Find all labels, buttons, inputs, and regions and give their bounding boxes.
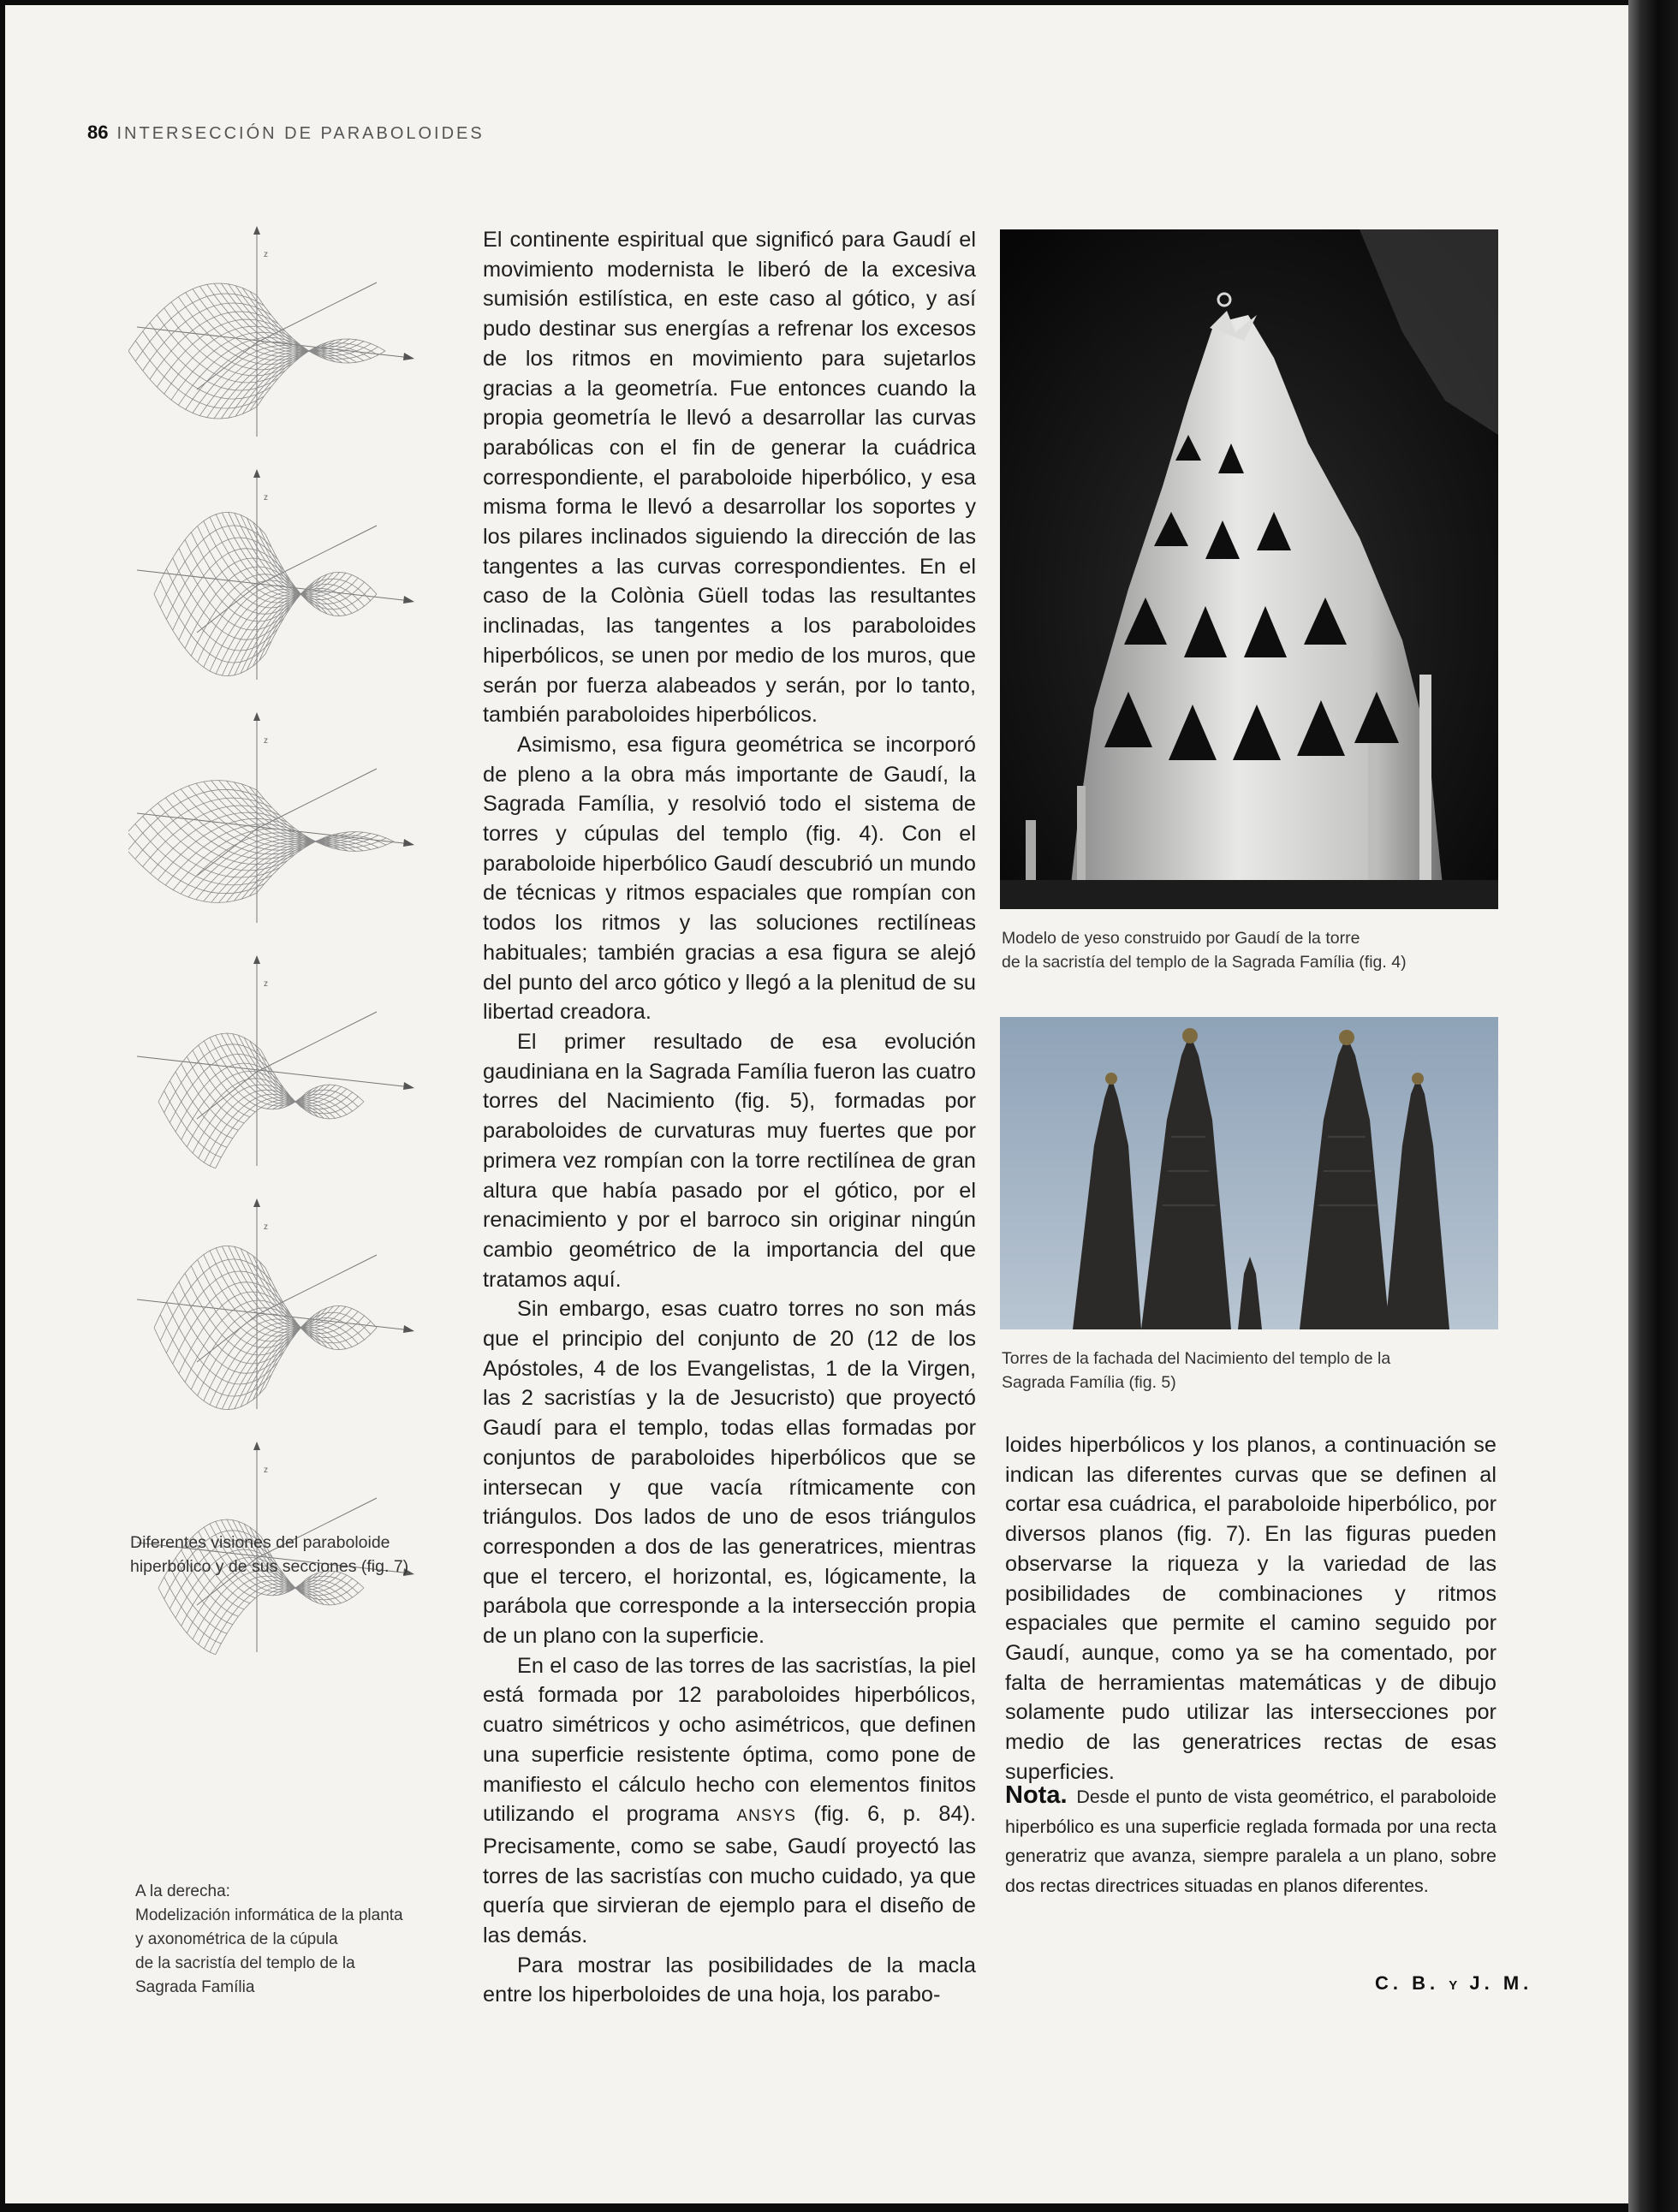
fig5-caption: [1002, 1347, 1507, 1394]
caption-line: A la derecha:: [135, 1882, 230, 1900]
paraboloid-view: [128, 709, 437, 927]
paraboloid-view: [128, 466, 437, 684]
software-name: ANSYS: [736, 1807, 796, 1826]
caption-line: de la sacristía del templo de la: [135, 1954, 355, 1972]
scan-border-top: [0, 0, 1678, 5]
paragraph: [483, 1651, 976, 1951]
book-spine-shadow: [1628, 0, 1678, 2212]
paraboloid-view: [128, 1195, 437, 1413]
right-model-caption: [135, 1880, 443, 2000]
author-initials: C. B.: [1375, 1972, 1440, 1994]
svg-text:z: z: [264, 1222, 268, 1232]
plaster-model-photo: [1000, 229, 1498, 909]
caption-line: Torres de la fachada del Nacimiento del templo de la: [1002, 1349, 1391, 1368]
note-block: [1005, 1781, 1497, 1900]
fig7-caption: Diferentes visiones del paraboloide hiperbólico y de sus secciones (fig. 7): [130, 1533, 409, 1576]
caption-line: Sagrada Família: [135, 1978, 255, 1996]
paragraph-text: En el caso de las torres de las sacristías, la piel está formada por 12 paraboloides hiperbólicos, cuatro simétricos y ocho asimétricos, que definen una superficie resistente óptima, como pone de manifiesto el cálculo hecho con elementos finitos utilizando el programa: [483, 1653, 976, 1827]
author-signature: [1375, 1972, 1532, 1995]
plaster-model-image: [1000, 229, 1498, 909]
paragraph: Asimismo, esa figura geométrica se incorporó de pleno a la obra más importante de Gaudí, la Sagrada Família, y resolvió todo el sistema de torres y cúpulas del templo (fig. 4). Con el paraboloide hiperbólico Gaudí descubrió un mundo de técnicas y ritmos espaciales que rompían con todos los ritmos y las soluciones rectilíneas habituales; también gracias a esa figura se alejó del punto del arco gótico y llegó a la plenitud de su libertad creadora.: [483, 732, 976, 1025]
running-head: [87, 122, 485, 144]
svg-text:z: z: [264, 493, 268, 502]
paragraph: El primer resultado de esa evolución gaudiniana en la Sagrada Família fueron las cuatro torres del Nacimiento (fig. 5), formadas por paraboloides de curvaturas muy fuertes que por primera vez rompían con la torre rectilínea de gran altura que había pasado por el gótico, por el renacimiento y por el barroco sin originar ningún cambio geométrico de la importancia del que tratamos aquí.: [483, 1029, 976, 1292]
scan-border-bottom: [0, 2203, 1678, 2212]
svg-text:z: z: [264, 979, 268, 989]
caption-line: de la sacristía del templo de la Sagrada Família (fig. 4): [1002, 953, 1407, 972]
paragraph: Para mostrar las posibilidades de la macla entre los hiperboloides de una hoja, los parabo-: [483, 1953, 976, 2007]
paragraph: El continente espiritual que significó para Gaudí el movimiento modernista le liberó de la excesiva sumisión estilística, en este caso al gótico, y así pudo destinar sus energías a refrenar los excesos de los ritmos en movimiento para sujetarlos gracias a la geometría. Fue entonces cuando la propia geometría le llevó a desarrollar las curvas parabólicas con el fin de generar la cuádrica correspondiente, el paraboloide hiperbólico, y esa misma forma le llevó a desarrollar los soportes y los pilares inclinados siguiendo la dirección de las tangentes a las curvas correspondientes. En el caso de la Colònia Güell todas las resultantes inclinadas, las tangentes a los paraboloides hiperbólicos, se unen por medio de los muros, que serán por fuerza alabeados y serán, por lo tanto, también paraboloides hiperbólicos.: [483, 228, 976, 728]
body-text-column: [483, 225, 976, 2010]
nativity-towers-image: [1000, 1017, 1498, 1329]
fig7-figure-stack: [128, 223, 437, 1681]
paragraph-text: (fig. 6, p. 84). Precisamente, como se sabe, Gaudí proyectó las torres de las sacristías con mucho cuidado, ya que quería que sirvieran de ejemplo para el diseño de las demás.: [483, 1802, 977, 1948]
svg-text:z: z: [264, 250, 268, 259]
paragraph: loides hiperbólicos y los planos, a continuación se indican las diferentes curvas que se definen al cortar esa cuádrica, el paraboloide hiperbólico, por diversos planos (fig. 7). En las figuras pueden observarse la riqueza y la variedad de las posibilidades de combinaciones y ritmos espaciales que permite el camino seguido por Gaudí, aunque, como ya se ha comentado, por falta de herramientas matemáticas y de dibujo solamente pudo utilizar las intersecciones por medio de las generatrices rectas de esas superficies.: [1005, 1433, 1497, 1784]
note-label: Nota.: [1005, 1781, 1068, 1809]
fig4-caption: [1002, 926, 1507, 974]
caption-line: y axonométrica de la cúpula: [135, 1930, 338, 1948]
svg-text:z: z: [264, 736, 268, 746]
paragraph: Sin embargo, esas cuatro torres no son más que el principio del conjunto de 20 (12 de los Apóstoles, 4 de los Evangelistas, 1 de la Virgen, las 2 sacristías y la de Jesucristo) que proyectó Gaudí para el templo, todas ellas formadas por conjuntos de paraboloides hiperbólicos que se intersecan y que vacía rítmicamente con triángulos. Dos lados de uno de esos triángulos corresponden a dos de las generatrices, mientras que el tercero, el horizontal, es, lógicamente, la parábola que corresponde a la intersección propia de un plano con la superficie.: [483, 1297, 976, 1649]
svg-text:z: z: [264, 1466, 268, 1475]
scan-border-left: [0, 0, 5, 2212]
nativity-towers-photo: [1000, 1017, 1498, 1329]
paraboloid-view: [128, 223, 437, 441]
section-title: INTERSECCIÓN DE PARABOLOIDES: [116, 124, 485, 143]
page-number: 86: [87, 122, 109, 143]
caption-line: Modelización informática de la planta: [135, 1906, 403, 1924]
author-initials: J. M.: [1469, 1972, 1533, 1994]
body-text-column-continued: [1005, 1430, 1497, 1787]
caption-line: Modelo de yeso construido por Gaudí de la torre: [1002, 929, 1360, 948]
note-text: Desde el punto de vista geométrico, el paraboloide hiperbólico es una superficie reglada formada por una recta generatriz que avanza, siempre paralela a un plano, sobre dos rectas directrices situadas en planos diferentes.: [1005, 1787, 1497, 1896]
paraboloid-view: [128, 952, 437, 1170]
caption-line: Sagrada Família (fig. 5): [1002, 1373, 1176, 1392]
signature-conjunction: Y: [1449, 1978, 1461, 1993]
